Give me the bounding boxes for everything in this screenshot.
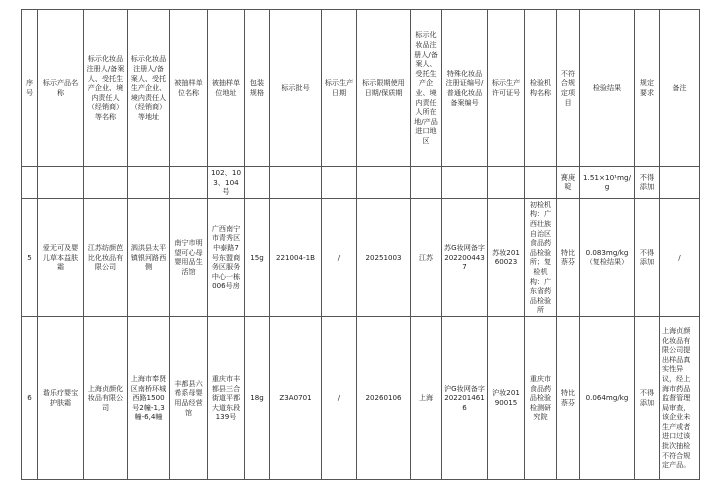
header-sampled-unit-address: 被抽样单位地址 — [208, 10, 245, 167]
cell-production-date: / — [322, 198, 357, 316]
cell-batch: Z3A0701 — [270, 316, 322, 479]
cell-requirement: 不得添加 — [635, 198, 660, 316]
cell-region: 上海 — [411, 316, 442, 479]
cell-result: 0.083mg/kg（复检结果） — [580, 198, 635, 316]
cell-production-date: / — [322, 316, 357, 479]
cell-lab: 初检机构：广西壮族自治区食品药品检验所；复检机构：广东省药品检验所 — [525, 198, 557, 316]
header-requirement: 规定要求 — [635, 10, 660, 167]
cell-registration-no: 苏G妆网备字2022004437 — [442, 198, 488, 316]
cell-batch — [270, 167, 322, 199]
header-spec: 包装规格 — [245, 10, 270, 167]
header-no: 序号 — [22, 10, 38, 167]
header-product-name: 标示产品名称 — [38, 10, 84, 167]
cell-license-no: 沪妆20190015 — [488, 316, 525, 479]
cell-remark: / — [660, 198, 700, 316]
header-license-no: 标示生产许可证号 — [488, 10, 525, 167]
table-row — [22, 316, 700, 479]
cell-result: 1.51×10¹mg/g — [580, 167, 635, 199]
header-company-name: 标示化妆品注册人/备案人、受托生产企业、境内责任人（经销商）等名称 — [84, 10, 128, 167]
cell-product-name — [38, 167, 84, 199]
cell-license-no: 苏妆20160023 — [488, 198, 525, 316]
table-row — [22, 167, 700, 199]
cell-region: 江苏 — [411, 198, 442, 316]
header-result: 检验结果 — [580, 10, 635, 167]
cell-no: 5 — [22, 198, 38, 316]
header-expiry: 标示限期使用日期/保质期 — [357, 10, 411, 167]
cell-company-address: 泗洪县太平镇银河路西侧 — [128, 198, 170, 316]
header-company-address: 标示化妆品注册人/备案人、受托生产企业、境内责任人（经销商）等地址 — [128, 10, 170, 167]
cell-company-name: 江苏纺颜芭比化妆品有限公司 — [84, 198, 128, 316]
cell-product-name: 爱无可及婴儿草本益肤霜 — [38, 198, 84, 316]
cell-product-name: 谐乐疗婴宝护肤霜 — [38, 316, 84, 479]
cell-requirement: 不得添加 — [635, 167, 660, 199]
cell-lab: 重庆市食品药品检验检测研究院 — [525, 316, 557, 479]
header-region: 标示化妆品注册人/备案人、受托生产企业、境内责任人所在地/产品进口地区 — [411, 10, 442, 167]
header-sampled-unit: 被抽样单位名称 — [170, 10, 208, 167]
cell-no: 6 — [22, 316, 38, 479]
cell-sampled-unit: 丰都县六希系母婴用品经营馆 — [170, 316, 208, 479]
cell-company-name — [84, 167, 128, 199]
header-remark: 备注 — [660, 10, 700, 167]
cell-expiry: 20251003 — [357, 198, 411, 316]
inspection-results-table — [21, 9, 700, 480]
cell-region — [411, 167, 442, 199]
cell-production-date — [322, 167, 357, 199]
cell-batch: 221004-1B — [270, 198, 322, 316]
cell-registration-no — [442, 167, 488, 199]
cell-requirement: 不得添加 — [635, 316, 660, 479]
cell-spec: 15g — [245, 198, 270, 316]
cell-sampled-unit-address: 102、103、104号 — [208, 167, 245, 199]
cell-result: 0.064mg/kg — [580, 316, 635, 479]
cell-sampled-unit: 南宁市明望可心母婴用品生活馆 — [170, 198, 208, 316]
header-row — [22, 10, 700, 167]
cell-sampled-unit-address: 重庆市丰都县三合街道平都大道东段139号 — [208, 316, 245, 479]
cell-expiry — [357, 167, 411, 199]
cell-lab — [525, 167, 557, 199]
cell-registration-no: 沪G妆网备字2022014616 — [442, 316, 488, 479]
cell-company-address — [128, 167, 170, 199]
cell-failed-item: 特比萘芬 — [557, 316, 580, 479]
header-production-date: 标示生产日期 — [322, 10, 357, 167]
cell-spec — [245, 167, 270, 199]
cell-no — [22, 167, 38, 199]
cell-spec: 18g — [245, 316, 270, 479]
cell-sampled-unit-address: 广西南宁市青秀区中泰路7号东盟商务区服务中心一栋006号房 — [208, 198, 245, 316]
table-row — [22, 198, 700, 316]
header-registration-no: 特殊化妆品注册证编号/普通化妆品备案编号 — [442, 10, 488, 167]
cell-remark — [660, 167, 700, 199]
header-lab: 检验机构名称 — [525, 10, 557, 167]
cell-license-no — [488, 167, 525, 199]
cell-expiry: 20260106 — [357, 316, 411, 479]
cell-failed-item: 特比萘芬 — [557, 198, 580, 316]
header-batch: 标示批号 — [270, 10, 322, 167]
cell-company-address: 上海市奉贤区南桥环城西路1500号2幢-1,3幢-6,4幢 — [128, 316, 170, 479]
cell-sampled-unit — [170, 167, 208, 199]
cell-failed-item: 赛庚啶 — [557, 167, 580, 199]
cell-company-name: 上海贞颜化妆品有限公司 — [84, 316, 128, 479]
cell-remark: 上海贞颜化妆品有限公司提出样品真实性异议，经上海市药品监督管理局审查，该企业未生产或者进口过该批次抽检不符合规定产品。 — [660, 316, 700, 479]
header-failed-item: 不符合规定项目 — [557, 10, 580, 167]
